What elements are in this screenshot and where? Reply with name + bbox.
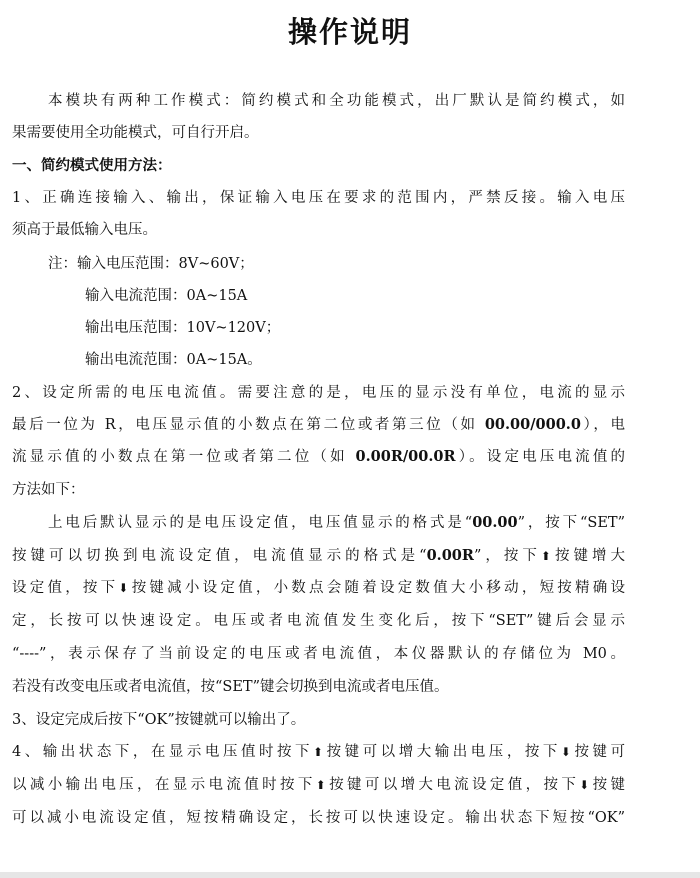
step2-line-4: 方法如下： [12, 482, 85, 498]
voltage-display-format: 00.00 [472, 514, 518, 531]
note-input-current: 输入电流范围：0A~15A [85, 288, 248, 304]
step1-line-2: 须高于最低输入电压。 [12, 222, 157, 238]
page-title: 操作说明 [287, 15, 412, 49]
up-arrow-icon: ⬆ [540, 549, 551, 563]
para-line-2-a: 按键可以切换到电流设定值，电流值显示的格式是“ [12, 548, 427, 564]
down-arrow-icon: ⬇ [118, 581, 129, 595]
step2-line-3-a: 流显示值的小数点在第一位或者第二位（如 [12, 449, 356, 465]
up-arrow-icon: ⬆ [313, 745, 324, 759]
step4-line-2-b: 按键可以增大电流设定值，按下 [325, 777, 580, 793]
section-heading: 一、简约模式使用方法： [12, 157, 172, 174]
step4-line-1 [12, 742, 625, 762]
step2-line-2 [12, 415, 625, 435]
para-line-3 [12, 578, 625, 598]
voltage-format-example: 00.00/000.0 [484, 416, 581, 433]
step4-line-3: 可以减小电流设定值，短按精确设定，长按可以快速设定。输出状态下短按“OK” [12, 810, 625, 826]
step2-line-3-c: ）。设定电压电流值的 [455, 449, 625, 465]
intro-line-1: 本模块有两种工作模式：简约模式和全功能模式，出厂默认是简约模式，如 [48, 93, 625, 109]
current-format-example: 0.00R/00.0R [355, 448, 456, 465]
para-line-4: 定，长按可以快速设定。电压或者电流值发生变化后，按下“SET”键后会显示 [12, 613, 625, 629]
step3-line: 3、设定完成后按下“OK”按键就可以输出了。 [12, 712, 306, 728]
current-display-format: 0.00R [426, 547, 474, 564]
step2-line-2-c: ），电 [580, 417, 625, 433]
step2-line-1: 2、设定所需的电压电流值。需要注意的是，电压的显示没有单位，电流的显示 [12, 385, 625, 401]
note-input-voltage: 注：输入电压范围：8V~60V； [48, 256, 254, 272]
para-line-3-b: 按键减小设定值，小数点会随着设定数值大小移动，短按精确设 [128, 580, 626, 596]
step4-line-2-c: 按键 [589, 777, 626, 793]
step4-line-1-b: 按键可以增大输出电压，按下 [323, 744, 561, 760]
step1-line-1: 1、正确连接输入、输出，保证输入电压在要求的范围内，严禁反接。输入电压 [12, 190, 625, 206]
para-line-3-a: 设定值，按下 [12, 580, 119, 596]
note-output-voltage: 输出电压范围：10V~120V； [85, 320, 281, 336]
para-line-1-a: 上电后默认显示的是电压设定值，电压值显示的格式是“ [48, 515, 473, 531]
intro-line-2: 果需要使用全功能模式，可自行开启。 [12, 125, 259, 141]
step4-line-1-a: 4、输出状态下，在显示电压值时按下 [12, 744, 314, 760]
step4-line-2-a: 以减小输出电压，在显示电流值时按下 [12, 777, 316, 793]
para-line-1 [48, 513, 625, 533]
para-line-2-d: 按键增大 [550, 548, 625, 564]
para-line-2 [12, 546, 625, 566]
step4-line-2 [12, 775, 625, 795]
step2-line-3 [12, 447, 625, 467]
step2-line-2-a: 最后一位为 R，电压显示值的小数点在第二位或者第三位（如 [12, 417, 485, 433]
note-output-current: 输出电流范围：0A~15A。 [85, 352, 262, 368]
para-line-6: 若没有改变电压或者电流值，按“SET”键会切换到电流或者电压值。 [12, 679, 449, 695]
page-bottom-border [0, 872, 700, 878]
down-arrow-icon: ⬇ [560, 745, 571, 759]
step4-line-1-c: 按键可 [570, 744, 625, 760]
para-line-5: “----”，表示保存了当前设定的电压或者电流值，本仪器默认的存储位为 M0。 [12, 646, 625, 662]
para-line-2-c: ”，按下 [473, 548, 541, 564]
up-arrow-icon: ⬆ [315, 778, 326, 792]
para-line-1-c: ”，按下“SET” [517, 515, 625, 531]
down-arrow-icon: ⬇ [579, 778, 590, 792]
